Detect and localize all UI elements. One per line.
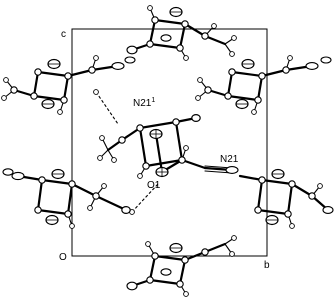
molecule-bottom	[127, 236, 236, 297]
axis-c-label: c	[61, 29, 66, 40]
atom-label-n21-symmetry-superscript: 1	[151, 97, 156, 104]
axis-b-label: b	[264, 260, 270, 271]
molecule-left-upper	[2, 56, 135, 124]
origin-label: O	[59, 252, 67, 263]
molecule-right-lower	[240, 170, 333, 229]
molecule-top	[127, 6, 236, 61]
molecule-center	[98, 115, 238, 179]
atom-label-n21-symmetry	[133, 97, 155, 109]
unit-cell-outline	[72, 29, 267, 256]
atom-label-n21-symmetry-text: N21	[133, 98, 152, 109]
molecule-right-upper	[196, 56, 331, 115]
atom-label-o1: O1	[147, 180, 161, 191]
molecule-left-lower	[3, 169, 158, 229]
atom-label-n21: N21	[220, 154, 239, 165]
